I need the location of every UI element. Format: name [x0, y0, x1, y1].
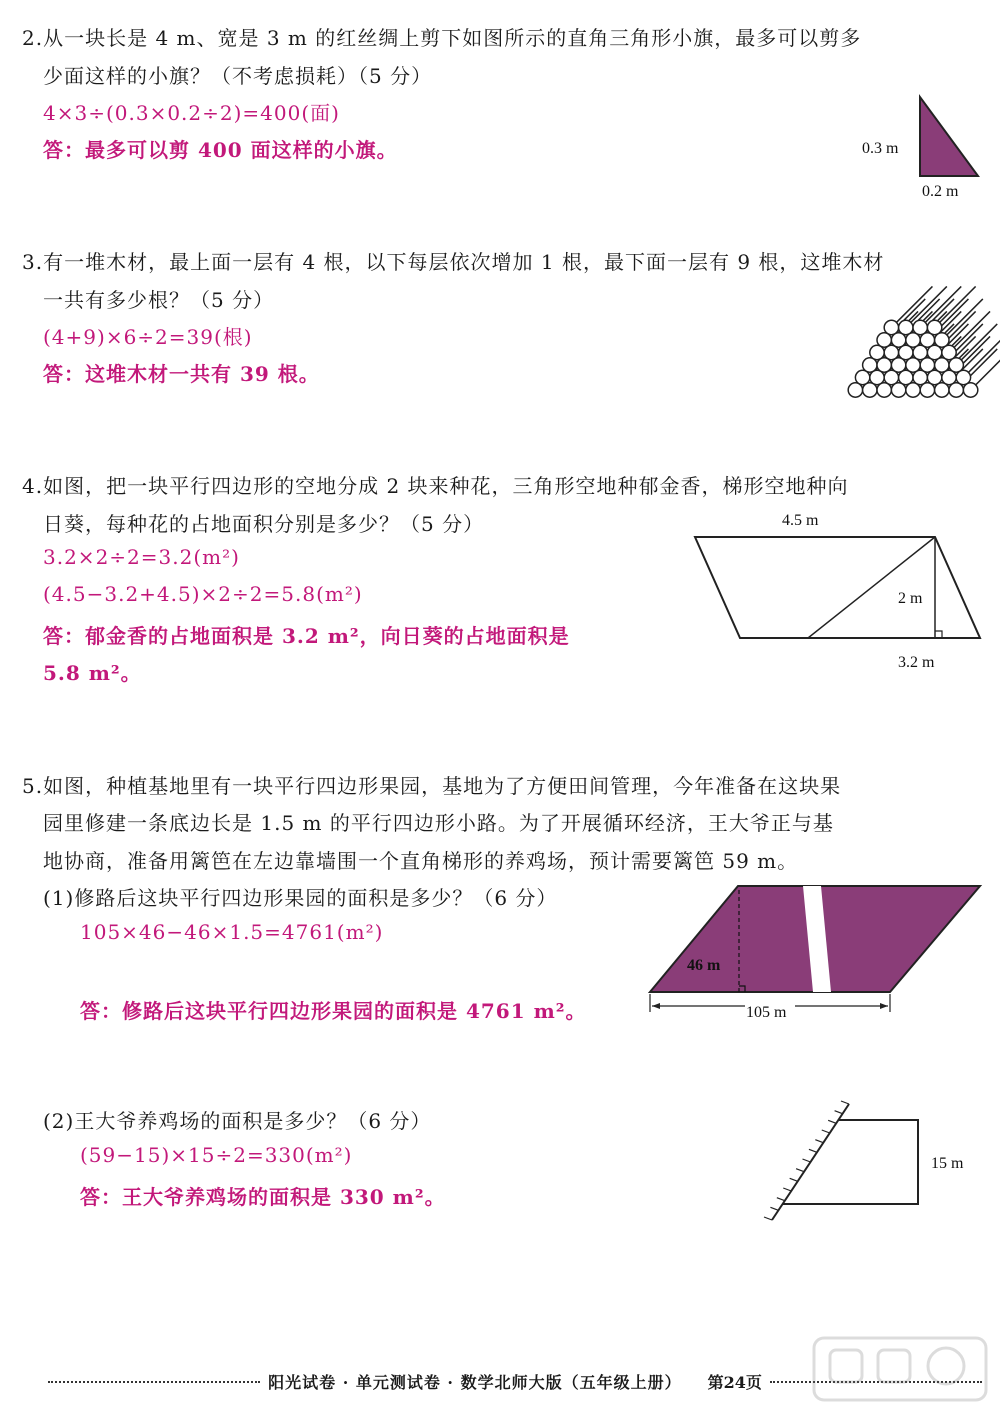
trapezoid-fence [782, 1120, 918, 1204]
q5-formula-2: (59−15)×15÷2=330(m²) [80, 1143, 353, 1167]
q5-answer-2: 答：王大爷养鸡场的面积是 330 m²。 [80, 1185, 446, 1209]
right-angle-mark [935, 631, 942, 638]
q2-text-line1: 2.从一块长是 4 m、宽是 3 m 的红丝绸上剪下如图所示的直角三角形小旗，最多可以剪多 [22, 26, 862, 50]
page-number: 第24页 [707, 1373, 762, 1392]
wall-hatch-mark [815, 1140, 823, 1143]
wall-hatch-mark [835, 1111, 843, 1114]
q5-text-line1: 5.如图，种植基地里有一块平行四边形果园，基地为了方便田间管理，今年准备在这块果 [22, 774, 842, 798]
log-end [884, 320, 898, 334]
wall-hatch-mark [796, 1169, 804, 1172]
triangle-flag-shape [920, 97, 978, 176]
wall-hatch-mark [764, 1217, 772, 1220]
wall-hatch-mark [822, 1130, 830, 1133]
wall-hatch-mark [777, 1198, 785, 1201]
q4-formula-2: (4.5−3.2+4.5)×2÷2=5.8(m²) [43, 582, 363, 606]
q2-answer: 答：最多可以剪 400 面这样的小旗。 [43, 138, 398, 162]
wall-hatch-mark [841, 1101, 849, 1104]
wall-hatch-mark [809, 1149, 817, 1152]
q4-text-line1: 4.如图，把一块平行四边形的空地分成 2 块来种花，三角形空地种郁金香，梯形空地种向 [22, 474, 849, 498]
q5-sub-question-2: (2)王大爷养鸡场的面积是多少？（6 分） [43, 1109, 432, 1133]
footer-dots-left [48, 1381, 260, 1383]
q5-fig2-side-label: 15 m [931, 1155, 964, 1172]
wall-hatch-mark [803, 1159, 811, 1162]
q4-parallelogram-figure [690, 505, 990, 675]
log-end [913, 320, 927, 334]
log-end [927, 320, 941, 334]
wall-line [772, 1104, 849, 1220]
q3-text-line1: 3.有一堆木材，最上面一层有 4 根，以下每层依次增加 1 根，最下面一层有 9 根，这堆木材 [22, 250, 885, 274]
q2-flag-figure [860, 92, 990, 204]
q4-fig-top-label: 4.5 m [782, 512, 819, 529]
log-end [899, 320, 913, 334]
q3-formula: (4+9)×6÷2=39(根) [43, 325, 253, 349]
q2-text-line2: 少面这样的小旗？（不考虑损耗）（5 分） [43, 64, 433, 88]
q5-text-line3: 地协商，准备用篱笆在左边靠墙围一个直角梯形的养鸡场，预计需要篱笆 59 m。 [43, 849, 799, 873]
q4-fig-height-label: 2 m [898, 590, 923, 607]
parallelogram-shape [695, 537, 980, 638]
q5-orchard-figure [645, 880, 990, 1030]
watermark-logo-icon [810, 1334, 990, 1404]
wall-hatch-mark [790, 1178, 798, 1181]
q4-answer-1: 答：郁金香的占地面积是 3.2 m²，向日葵的占地面积是 [43, 624, 570, 648]
q4-answer-2: 5.8 m²。 [43, 661, 142, 685]
q5-sub-question-1: (1)修路后这块平行四边形果园的面积是多少？（6 分） [43, 886, 558, 910]
wall-hatch-mark [828, 1120, 836, 1123]
q5-formula-1: 105×46−46×1.5=4761(m²) [80, 920, 384, 944]
q3-log-pile-figure [838, 278, 988, 400]
q5-fig-base-label: 105 m [746, 1004, 787, 1021]
wall-hatch-mark [783, 1188, 791, 1191]
q2-fig-base-label: 0.2 m [922, 183, 959, 200]
q2-formula: 4×3÷(0.3×0.2÷2)=400(面) [43, 101, 340, 125]
triangle-diagonal [808, 537, 935, 638]
q5-text-line2: 园里修建一条底边长是 1.5 m 的平行四边形小路。为了开展循环经济，王大爷正与基 [43, 811, 834, 835]
footer-title: 阳光试卷 · 单元测试卷 · 数学北师大版（五年级上册） [268, 1373, 682, 1392]
q3-answer: 答：这堆木材一共有 39 根。 [43, 362, 320, 386]
q4-formula-1: 3.2×2÷2=3.2(m²) [43, 545, 240, 569]
wall-hatch-mark [770, 1207, 778, 1210]
q4-text-line2: 日葵，每种花的占地面积分别是多少？（5 分） [43, 512, 485, 536]
q5-answer-1: 答：修路后这块平行四边形果园的面积是 4761 m²。 [80, 999, 587, 1023]
q4-fig-bottom-label: 3.2 m [898, 654, 935, 671]
q2-fig-height-label: 0.3 m [862, 140, 899, 157]
q5-fig-height-label: 46 m [687, 957, 721, 974]
q5-chicken-farm-figure [765, 1100, 990, 1225]
q3-text-line2: 一共有多少根？（5 分） [43, 288, 275, 312]
